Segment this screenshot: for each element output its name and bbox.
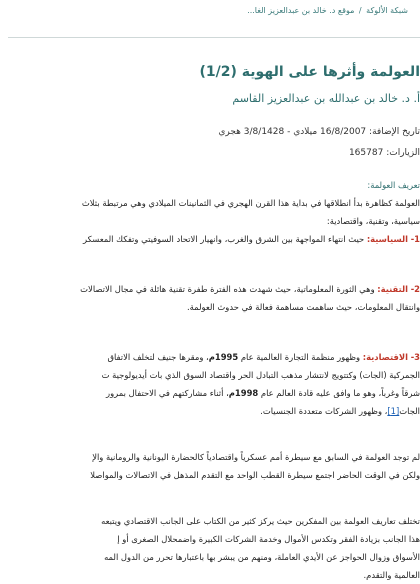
- date-label: تاريخ الإضافة:: [369, 127, 420, 137]
- spacer: [6, 484, 420, 512]
- item-number: 2-: [410, 284, 420, 294]
- header-divider: [8, 37, 420, 38]
- line-text: ، وظهور الشركات متعددة الجنسيات.: [260, 406, 388, 416]
- paragraph-line: العالمية والتقدم.: [363, 570, 420, 580]
- year-value: 1995م: [208, 352, 239, 362]
- paragraph-line: سياسية، وتقنية، واقتصادية:: [326, 216, 420, 226]
- breadcrumb: [0, 0, 420, 38]
- visits-label: الزيارات:: [386, 148, 420, 158]
- list-item-technical: [6, 280, 420, 298]
- breadcrumb-separator: /: [358, 6, 362, 15]
- list-item-political: [6, 230, 420, 248]
- article-title: العولمة وأثرها على الهوية (1/2): [199, 64, 420, 80]
- paragraph-line: ولكن في الوقت الحاضر اجتمع سيطرة القطب الواحد مع التقدم المذهل في الاتصالات والمواصلا: [90, 470, 420, 480]
- visits-value: 165787: [348, 148, 384, 158]
- paragraph-line: العولمة كظاهرة بدأ انطلاقها في بداية هذا القرن الهجري في الثمانينات الميلادي وهي مرتبطة بثلاث: [81, 198, 420, 208]
- paragraph-line: لم توجد العولمة في السابق مع سيطرة أمم عسكرياً واقتصادياً كالحضارة اليونانية والرومانية والإ: [92, 452, 420, 462]
- item-label: التقنية:: [377, 284, 409, 294]
- item-text: حيث انتهاء المواجهة بين الشرق والغرب، وانهيار الاتحاد السوفيتي وتفكك المعسكر: [83, 234, 367, 244]
- date-value: 16/8/2007 ميلادي - 3/8/1428 هجري: [218, 127, 367, 137]
- paragraph-line: [6, 402, 420, 420]
- spacer: [6, 316, 420, 348]
- footnote-link[interactable]: [1]: [387, 406, 400, 416]
- spacer: [6, 248, 420, 280]
- paragraph-line: تختلف تعاريف العولمة بين المفكرين حيث يركز كثير من الكتاب على الجانب الاقتصادي ويتبعه: [101, 516, 420, 526]
- paragraph-line: هذا الجانب بزيادة الفقر وتكدس الأموال وخدمة الشركات الكبيرة واضمحلال الصغرى أو إ: [117, 534, 420, 544]
- article-date: [16, 127, 420, 137]
- line-text: شرقاً وغرباً، وهو ما وافق عليه قادة العالم عام: [258, 388, 420, 398]
- item-number: 1-: [410, 234, 420, 244]
- article-visits: [16, 148, 420, 158]
- item-text: وظهور منظمة التجارة العالمية عام: [238, 352, 363, 362]
- article-author-link[interactable]: أ. د. خالد بن عبدالله بن عبدالعزيز القاسم: [232, 92, 420, 105]
- breadcrumb-site-link[interactable]: شبكة الألوكة: [366, 6, 408, 15]
- year-value: 1998م: [228, 388, 259, 398]
- paragraph-line: الجمركية (الجات) وكتتويج لانتشار مذهب التبادل الحر واقتصاد السوق الذي بات أيديولوجية ت: [101, 370, 420, 380]
- paragraph-line: الأسواق وزوال الحواجز عن الأيدي العاملة، ومنهم من يبشر بها باعتبارها تحرر من الدول المه: [104, 552, 420, 562]
- list-item-economic: [6, 348, 420, 366]
- spacer: [6, 420, 420, 448]
- article-body: [6, 176, 420, 584]
- line-text: ، أثناء مشاركتهم في الاحتفال بمرور: [106, 388, 229, 398]
- item-label: السياسية:: [366, 234, 409, 244]
- paragraph-line: [6, 384, 420, 402]
- paragraph-line: وانتقال المعلومات، حيث ساهمت مساهمة فعالة في حدوث العولمة.: [186, 302, 420, 312]
- line-text: الجات: [399, 406, 420, 416]
- item-text: ، ومقرها جنيف لتخلف الاتفاق: [107, 352, 209, 362]
- breadcrumb-section-link[interactable]: موقع د. خالد بن عبدالعزيز الغا...: [247, 6, 355, 15]
- section-heading: تعريف العولمة:: [367, 180, 420, 190]
- item-label: الاقتصادية:: [362, 352, 409, 362]
- item-text: وهي الثورة المعلوماتية، حيث شهدت هذه الفترة طفرة تقنية هائلة في مجال الاتصالات: [80, 284, 378, 294]
- item-number: 3-: [410, 352, 420, 362]
